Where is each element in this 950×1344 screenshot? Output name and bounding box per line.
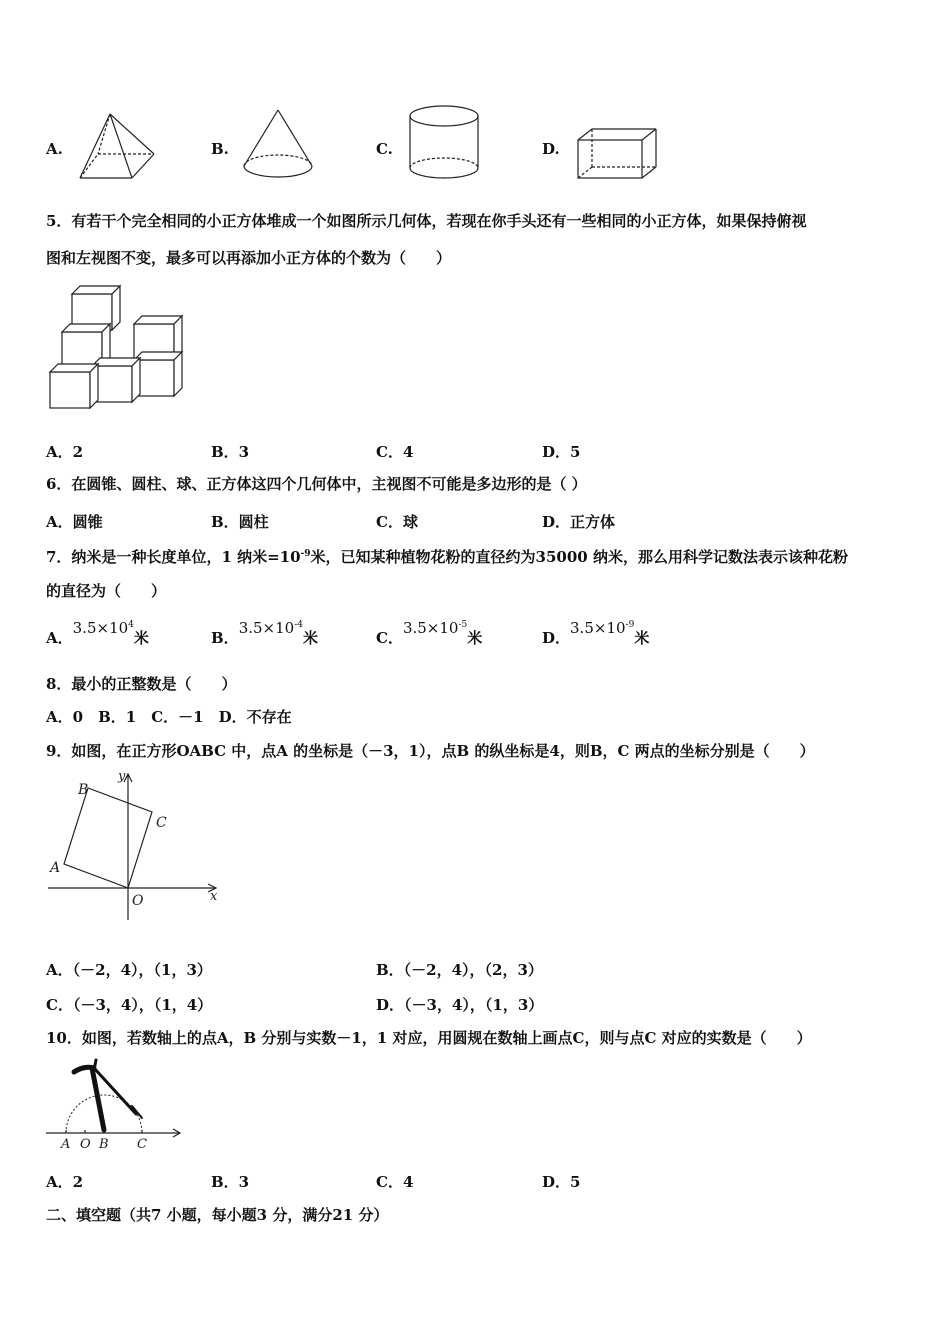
q7-option-c-unit: 米 [467, 629, 483, 647]
q10-label-o: O [80, 1137, 91, 1152]
q5-option-a: A．2 [46, 443, 84, 461]
q4-option-d-label: D. [542, 140, 560, 158]
q7-option-c-exp: -5 [458, 620, 468, 630]
q10-text: 10．如图，若数轴上的点A，B 分别与实数－1，1 对应，用圆规在数轴上画点C，则与点C 对应的实数是（ ） [46, 1029, 812, 1047]
section-2-heading: 二、填空题（共7 小题，每小题3 分，满分21 分） [46, 1206, 389, 1224]
q7-text-part2: 米，已知某种植物花粉的直径约为35000 纳米，那么用科学记数法表示该种花粉 [310, 548, 848, 566]
q6-option-d: D．正方体 [542, 513, 616, 531]
q9-option-d: D．（－3，4），（1，3） [376, 996, 544, 1014]
q7-option-b [211, 619, 318, 648]
q5-text-line2: 图和左视图不变，最多可以再添加小正方体的个数为（ ） [46, 249, 452, 267]
q10-option-b: B．3 [211, 1173, 250, 1191]
q7-option-b-unit: 米 [302, 629, 318, 647]
q10-label-b: B [99, 1137, 109, 1152]
q7-option-b-label: B． [211, 629, 239, 647]
q9-label-o: O [132, 893, 144, 909]
q8-options: A．0 B．1 C．－1 D．不存在 [46, 708, 292, 726]
q10-option-d: D．5 [542, 1173, 581, 1191]
q7-option-d-label: D． [542, 629, 571, 647]
q9-label-c: C [156, 815, 167, 831]
q7-option-d [542, 619, 650, 648]
q7-option-d-unit: 米 [634, 629, 650, 647]
q5-option-b: B．3 [211, 443, 250, 461]
q9-text: 9．如图，在正方形OABC 中，点A 的坐标是（－3，1），点B 的纵坐标是4，则B，C 两点的坐标分别是（ ） [46, 742, 815, 760]
q4-option-b-label: B. [211, 140, 229, 158]
q7-exponent: -9 [300, 549, 311, 559]
q7-text-line2: 的直径为（ ） [46, 582, 167, 600]
q7-option-b-exp: -4 [294, 620, 303, 630]
q9-option-c: C．（－3，4），（1，4） [46, 996, 213, 1014]
q5-option-c: C．4 [376, 443, 414, 461]
q6-option-b: B．圆柱 [211, 513, 269, 531]
cylinder-figure [407, 104, 481, 182]
q9-label-x: x [210, 889, 218, 904]
q7-text-part1: 7．纳米是一种长度单位，1 纳米=10 [46, 548, 301, 566]
q9-label-a: A [50, 860, 61, 876]
q10-option-a: A．2 [46, 1173, 84, 1191]
q7-option-a-value [73, 619, 134, 637]
q6-text: 6．在圆锥、圆柱、球、正方体这四个几何体中，主视图不可能是多边形的是（ ） [46, 475, 587, 493]
q5-text-line1: 5．有若干个完全相同的小正方体堆成一个如图所示几何体，若现在你手头还有一些相同的小正方体，如果保持俯视 [46, 212, 807, 230]
q9-option-a: A．（－2，4），（1，3） [46, 961, 212, 979]
q6-option-a: A．圆锥 [46, 513, 103, 531]
q7-option-c-value [403, 619, 467, 637]
cone-figure [241, 108, 315, 182]
q7-option-a-label: A． [46, 629, 73, 647]
pyramid-figure [76, 110, 158, 182]
q7-option-b-base: 3.5×10 [238, 619, 295, 637]
q7-option-a [46, 619, 149, 648]
q7-option-d-value [570, 619, 634, 637]
square-coordinate-figure [46, 768, 226, 928]
q7-option-d-base: 3.5×10 [570, 619, 626, 637]
cube-stack-figure [46, 282, 188, 412]
compass-number-line-figure [44, 1058, 188, 1154]
q10-option-c: C．4 [376, 1173, 414, 1191]
q7-option-c [376, 619, 483, 648]
q10-label-a: A [61, 1137, 71, 1152]
q9-label-b: B [78, 782, 89, 798]
q8-text: 8．最小的正整数是（ ） [46, 675, 237, 693]
cuboid-figure [574, 126, 660, 182]
q5-option-d: D．5 [542, 443, 581, 461]
q4-option-c-label: C. [376, 140, 393, 158]
q10-label-c: C [137, 1137, 147, 1152]
q7-option-b-value [239, 619, 303, 637]
q6-option-c: C．球 [376, 513, 418, 531]
q9-label-y: y [118, 769, 126, 784]
q7-option-a-exp: 4 [128, 620, 134, 630]
q4-option-a-label: A. [46, 140, 63, 158]
q7-option-c-base: 3.5×10 [402, 619, 459, 637]
q7-text-line1 [46, 536, 848, 575]
q7-option-d-exp: -9 [625, 620, 635, 630]
q7-option-a-unit: 米 [133, 629, 149, 647]
q7-option-a-base: 3.5×10 [72, 619, 129, 637]
q9-option-b: B．（－2，4），（2，3） [376, 961, 543, 979]
q7-option-c-label: C． [376, 629, 403, 647]
